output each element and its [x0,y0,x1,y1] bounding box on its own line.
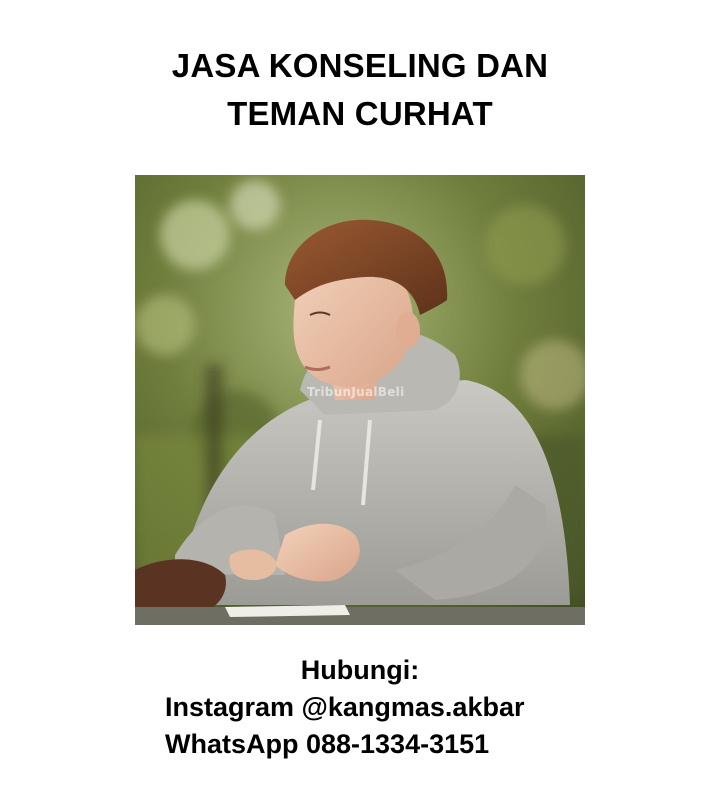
counselor-photo [135,175,585,625]
watermark-text: TribunJualBeli [307,385,405,399]
photo-illustration [135,175,585,625]
page-title [0,42,720,138]
whatsapp-contact: WhatsApp 088-1334-3151 [165,729,490,759]
contact-heading: Hubungi: [300,655,420,685]
instagram-contact: Instagram @kangmas.akbar [165,692,525,722]
title-line-2: TEMAN CURHAT [227,95,493,132]
title-line-1: JASA KONSELING DAN [171,47,549,84]
contact-block [0,652,720,763]
